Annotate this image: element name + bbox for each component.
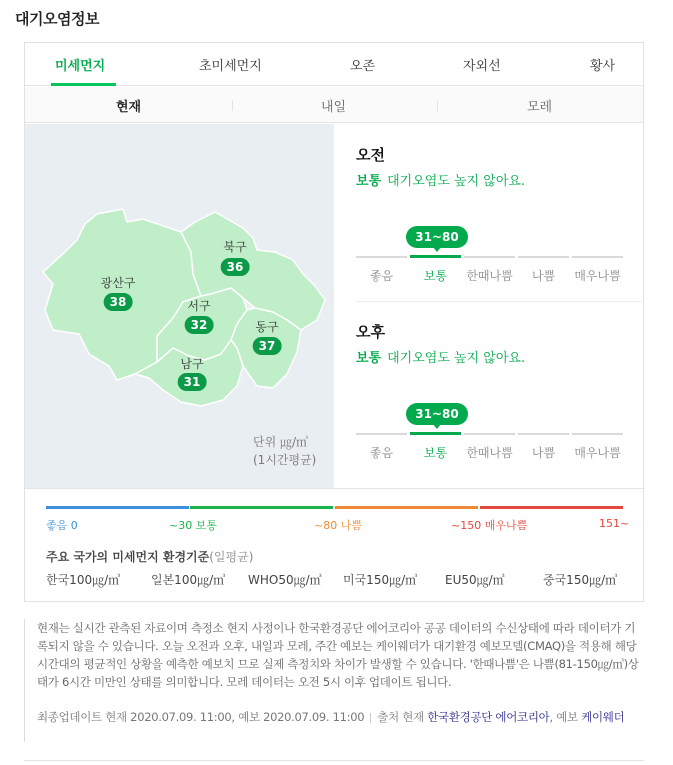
forecast-status [356, 170, 525, 189]
source-link-kweather[interactable]: 케이웨더 [581, 710, 625, 724]
scale-label-temporarily-bad: 한때나쁨 [466, 269, 513, 283]
grade-description: 대기오염도 높지 않아요. [387, 351, 526, 366]
data-notice: 현재는 실시간 관측된 자료이며 측정소 현지 사정이나 한국환경공단 에어코리아 공공 데이터의 수신상태에 따라 데이터가 기록되지 않을 수 있습니다. 오늘 오전과 오후, 내일과 모레, 주간 예보는 케이웨더가 대기환경 예보모델(CMAQ)을 적용해 해당 시간대의 평균적인 상황을 예측한 예보치 므로 실제 측정치와 차이가 발생할 수 있습니다. '한때나쁨'은 나쁨(81-150㎍/㎥)상태가 6시간 미만인 상태를 의미합니다. 모레 데이터는 오전 5시 이후 업데이트 됩니다. [37, 621, 639, 689]
tab-today[interactable]: 현재 [116, 100, 142, 115]
tab-uv[interactable]: 자외선 [463, 59, 501, 74]
scale-label-bad: 나쁨 [531, 269, 556, 283]
source-separator: , 예보 [549, 710, 578, 724]
legend-bar-normal [190, 506, 333, 509]
divider [232, 100, 233, 111]
source-link-airkorea[interactable]: 한국환경공단 에어코리아 [427, 710, 550, 724]
legend-bar-very-bad [480, 506, 623, 509]
scale-label-good: 좋음 [369, 446, 394, 460]
district-map [25, 124, 334, 488]
legend-label-max: 151~ [599, 517, 630, 530]
scale-label-normal: 보통 [423, 446, 448, 460]
tab-ultrafine-dust[interactable]: 초미세먼지 [199, 59, 262, 74]
district-label-gwangsan-gu: 광산구 [100, 276, 136, 290]
grade-label: 보통 [356, 351, 382, 366]
active-tab-indicator [51, 83, 116, 86]
scale-label-very-bad: 매우나쁨 [574, 446, 621, 460]
forecast-status [356, 347, 525, 366]
district-value-nam-gu: 31 [178, 373, 207, 391]
district-label-seo-gu: 서구 [187, 299, 211, 313]
grade-scale [356, 433, 624, 459]
divider [24, 760, 644, 761]
scale-segment [518, 256, 569, 258]
grade-legend [25, 488, 643, 601]
district-value-gwangsan-gu: 38 [104, 293, 133, 311]
district-value-seo-gu: 32 [185, 316, 214, 334]
source-label: 출처 현재 [377, 710, 424, 724]
district-value-dong-gu: 37 [253, 337, 282, 355]
divider [370, 713, 371, 723]
standard-china: 중국150㎍/㎥ [543, 573, 618, 587]
forecast-am [356, 144, 626, 294]
update-info [37, 708, 637, 726]
tab-yellow-dust[interactable]: 황사 [590, 59, 616, 74]
tab-ozone[interactable]: 오존 [350, 59, 376, 74]
standards-title: 주요 국가의 미세먼지 환경기준(일평균) [46, 550, 254, 564]
standard-usa: 미국150㎍/㎥ [343, 573, 418, 587]
pollutant-tabs [25, 43, 643, 86]
standard-japan: 일본100㎍/㎥ [151, 573, 226, 587]
period-label: 오후 [356, 323, 385, 341]
range-badge: 31~80 [406, 403, 468, 425]
scale-segment [572, 256, 623, 258]
grade-description: 대기오염도 높지 않아요. [387, 174, 526, 189]
update-time: 최종업데이트 현재 2020.07.09. 11:00, 예보 2020.07.09. 11:00 [37, 710, 365, 724]
scale-label-normal: 보통 [423, 269, 448, 283]
scale-label-very-bad: 매우나쁨 [574, 269, 621, 283]
standard-eu: EU50㎍/㎥ [445, 573, 505, 587]
scale-segment [464, 256, 515, 258]
air-quality-panel [24, 42, 644, 602]
range-badge: 31~80 [406, 226, 468, 248]
day-tabs [25, 87, 643, 123]
tab-tomorrow[interactable]: 내일 [321, 100, 347, 115]
standard-who: WHO50㎍/㎥ [248, 573, 322, 587]
district-value-buk-gu: 36 [221, 258, 250, 276]
district-label-buk-gu: 북구 [223, 240, 247, 254]
scale-segment [572, 433, 623, 435]
legend-label-bad: ~80 나쁨 [314, 519, 362, 532]
scale-label-temporarily-bad: 한때나쁨 [466, 446, 513, 460]
period-label: 오전 [356, 146, 385, 164]
scale-segment [518, 433, 569, 435]
district-label-nam-gu: 남구 [180, 357, 204, 371]
scale-segment-active [410, 255, 461, 258]
legend-label-very-bad: ~150 매우나쁨 [451, 519, 528, 532]
scale-segment [356, 433, 407, 435]
standard-korea: 한국100㎍/㎥ [46, 573, 121, 587]
scale-label-bad: 나쁨 [531, 446, 556, 460]
divider [356, 301, 642, 302]
legend-bar-bad [335, 506, 478, 509]
legend-bar-good [46, 506, 189, 509]
scale-segment-active [410, 432, 461, 435]
district-label-dong-gu: 동구 [255, 320, 279, 334]
scale-label-good: 좋음 [369, 269, 394, 283]
grade-scale [356, 256, 624, 282]
legend-label-good: 좋음 0 [46, 519, 78, 532]
unit-label: 단위 ㎍/㎥ (1시간평균) [253, 435, 317, 467]
scale-segment [356, 256, 407, 258]
forecast-pm [356, 321, 626, 471]
scale-segment [464, 433, 515, 435]
forecast-area [334, 124, 643, 488]
grade-label: 보통 [356, 174, 382, 189]
tab-fine-dust[interactable]: 미세먼지 [55, 59, 106, 74]
tab-day-after-tomorrow[interactable]: 모레 [527, 100, 553, 115]
legend-label-normal: ~30 보통 [169, 519, 217, 532]
section-title: 대기오염정보 [15, 10, 99, 28]
divider [437, 100, 438, 111]
notice-section [24, 619, 644, 742]
